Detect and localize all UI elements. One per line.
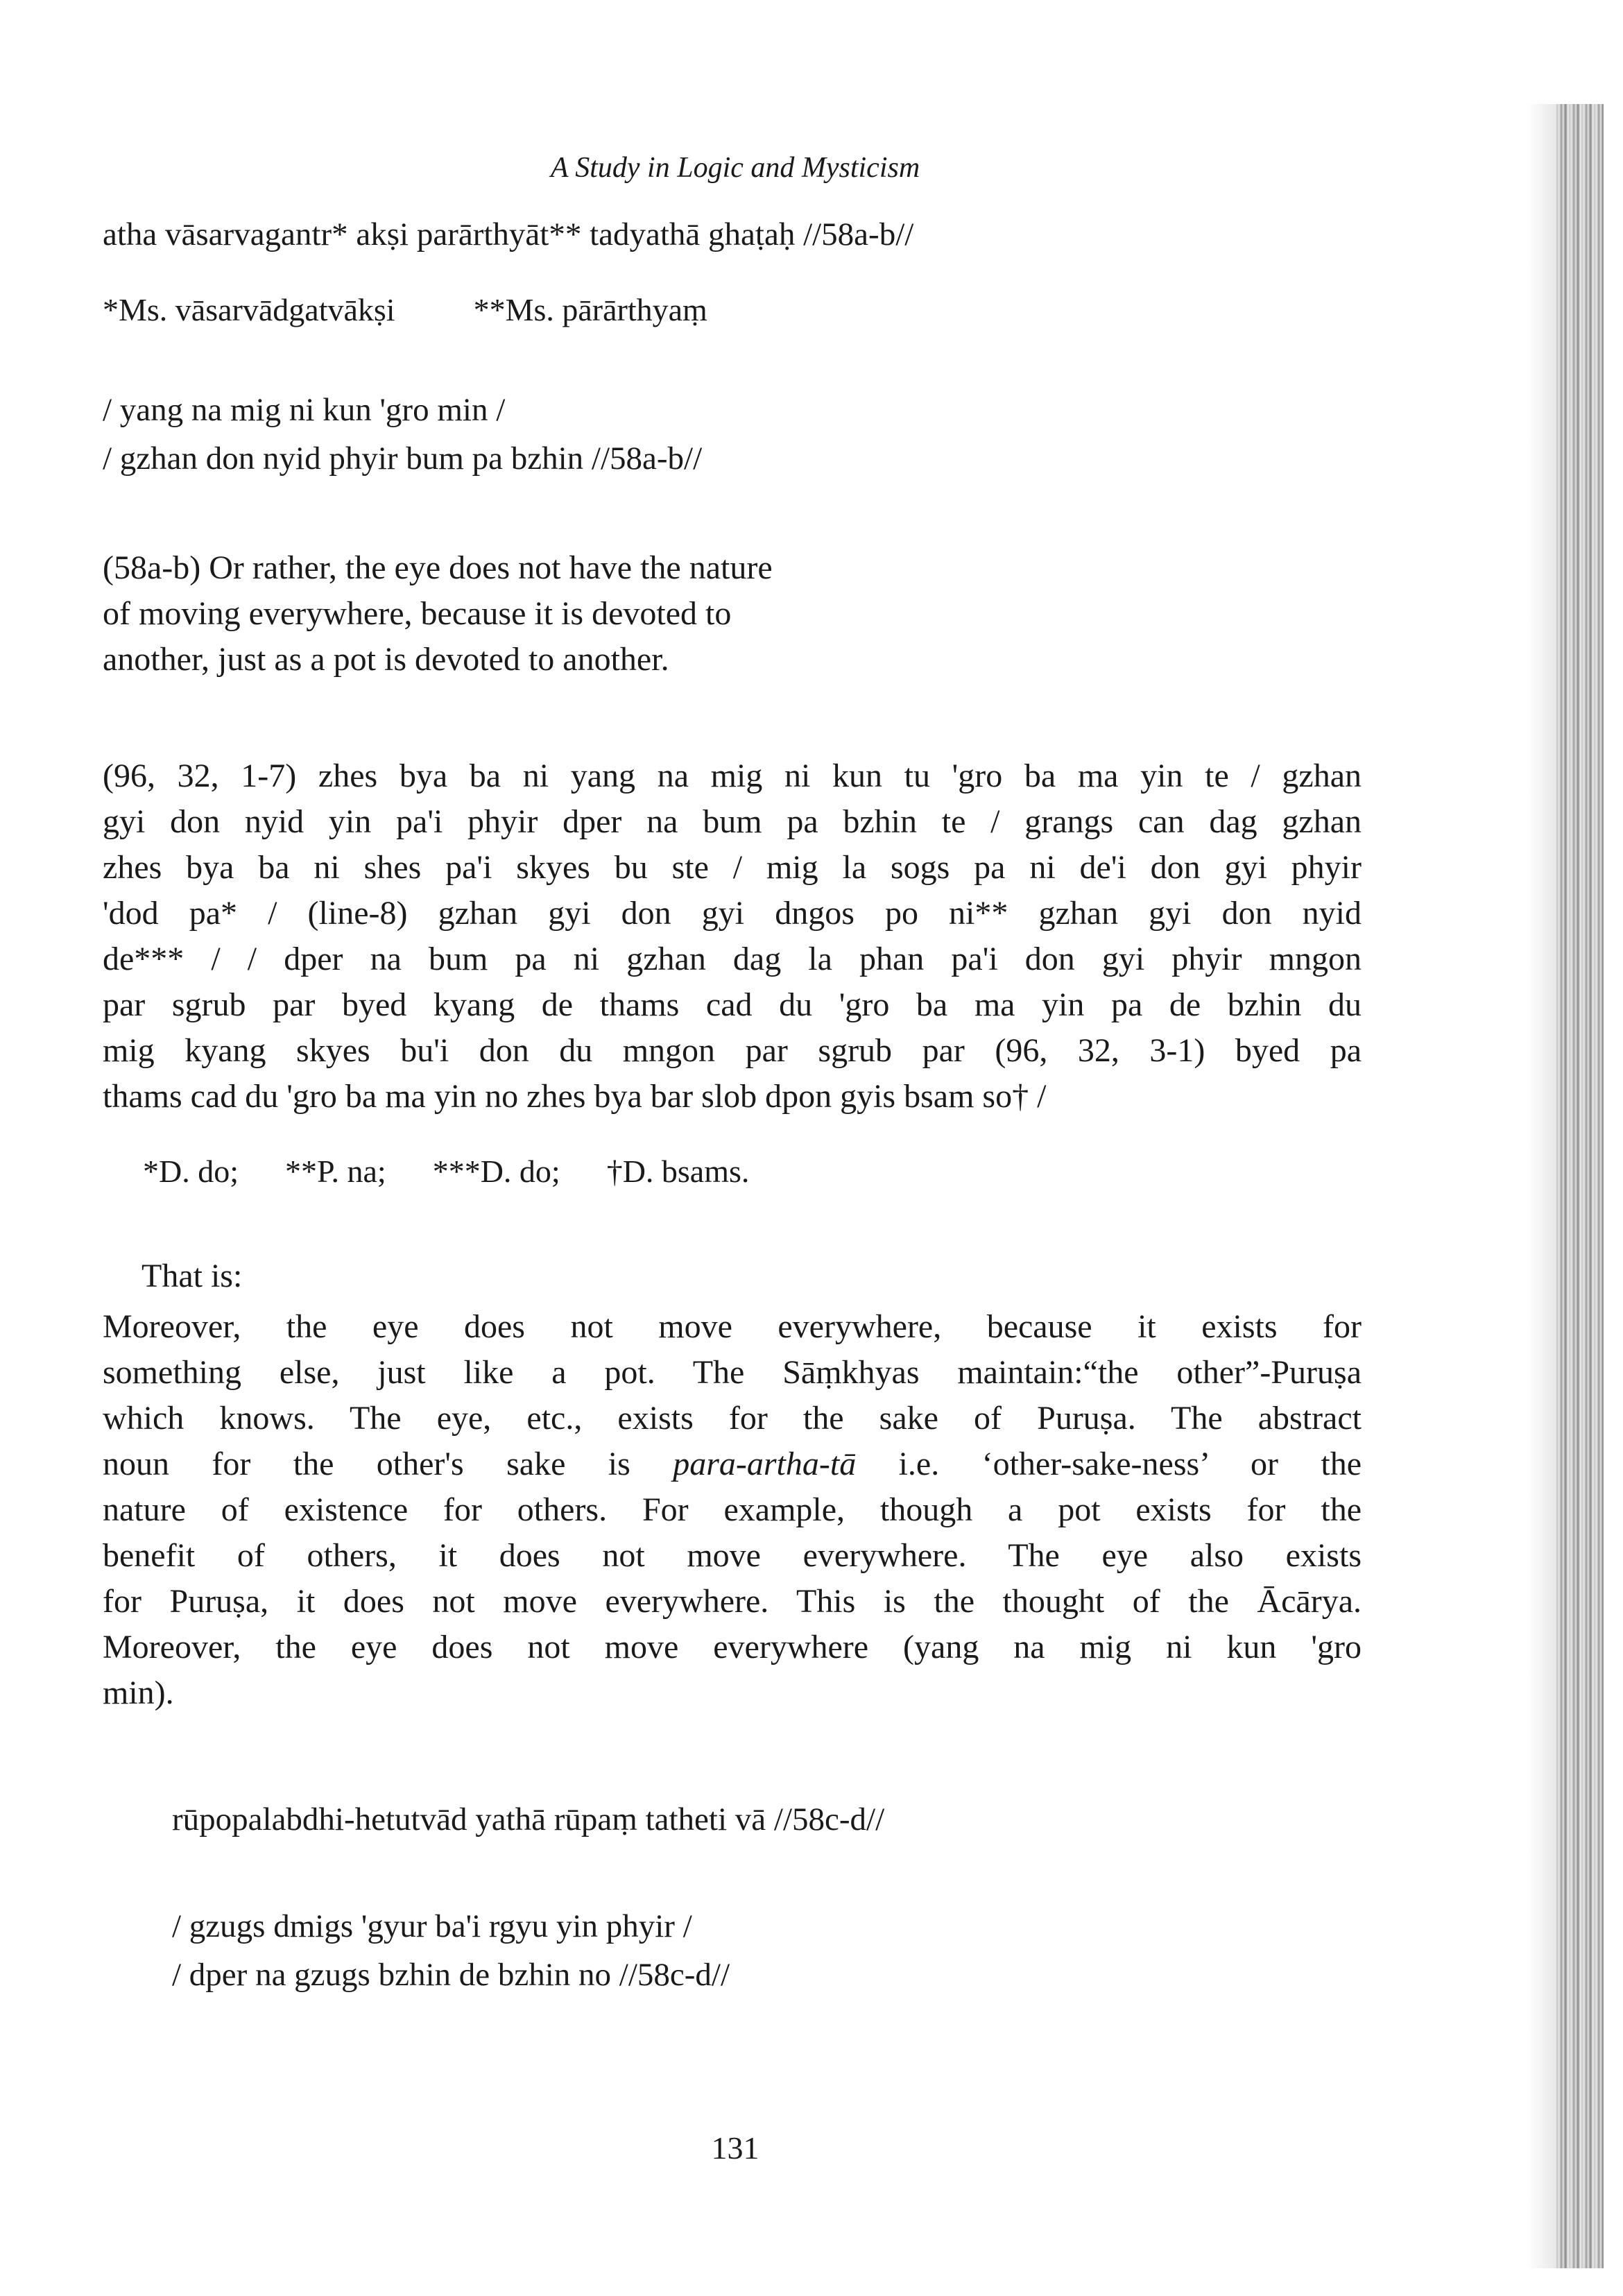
commentary-note: ***D. do; (432, 1154, 560, 1189)
commentary-line: de*** / / dper na bum pa ni gzhan dag la phan pa'i don gyi phyir mngon (103, 941, 1362, 977)
explanation-line: which knows. The eye, etc., exists for the sake of Puruṣa. The abstract (103, 1400, 1362, 1437)
explanation-line: for Puruṣa, it does not move everywhere. This is the thought of the Ācārya. (103, 1583, 1362, 1620)
tibetan-verse-line: / dper na gzugs bzhin de bzhin no //58c-d// (172, 1957, 730, 1993)
running-head: A Study in Logic and Mysticism (550, 152, 920, 184)
commentary-note: †D. bsams. (606, 1154, 750, 1189)
book-page-edge (1555, 104, 1604, 2268)
commentary-line: gyi don nyid yin pa'i phyir dper na bum pa bzhin te / grangs can dag gzhan (103, 803, 1362, 840)
sanskrit-verse-line: rūpopalabdhi-hetutvād yathā rūpaṃ tatheti vā //58c-d// (172, 1801, 885, 1837)
italic-term: para-artha-tā (673, 1446, 857, 1482)
explanation-intro: That is: (141, 1258, 243, 1294)
translation-line: (58a-b) Or rather, the eye does not have the nature (103, 549, 773, 586)
tibetan-verse-line: / gzhan don nyid phyir bum pa bzhin //58a-b// (103, 440, 703, 477)
commentary-notes (143, 1153, 1405, 1190)
explanation-text: noun for the other's sake is (103, 1446, 630, 1482)
sanskrit-variants (103, 291, 1365, 328)
explanation-line (103, 1441, 1362, 1487)
translation-58ab (103, 545, 1365, 683)
tibetan-verse-line: / yang na mig ni kun 'gro min / (103, 392, 506, 428)
commentary-line: zhes bya ba ni shes pa'i skyes bu ste / mig la sogs pa ni de'i don gyi phyir (103, 849, 1362, 886)
explanation-paragraph (103, 1304, 1362, 1716)
sanskrit-verse-58ab (103, 214, 1365, 255)
commentary-line: (96, 32, 1-7) zhes bya ba ni yang na mig ni kun tu 'gro ba ma yin te / gzhan (103, 757, 1362, 794)
sanskrit-verse-58cd (172, 1801, 1434, 1838)
tibetan-verse-line: / gzugs dmigs 'gyur ba'i rgyu yin phyir / (172, 1908, 692, 1944)
variant-note: **Ms. pārārthyaṃ (473, 292, 707, 327)
commentary-line: par sgrub par byed kyang de thams cad du 'gro ba ma yin pa de bzhin du (103, 986, 1362, 1023)
sanskrit-verse-line: atha vāsarvagantr* akṣi parārthyāt** tadyathā ghaṭaḥ //58a-b// (103, 216, 914, 252)
variant-note: *Ms. vāsarvādgatvākṣi (103, 292, 395, 327)
translation-line: another, just as a pot is devoted to another. (103, 641, 669, 678)
tibetan-verse-58ab (103, 386, 1365, 483)
explanation-line: benefit of others, it does not move everywhere. The eye also exists (103, 1537, 1362, 1574)
explanation-line: something else, just like a pot. The Sāṃkhyas maintain:“the other”-Puruṣa (103, 1354, 1362, 1391)
commentary-line: 'dod pa* / (line-8) gzhan gyi don gyi dngos po ni** gzhan gyi don nyid (103, 895, 1362, 932)
commentary-line: thams cad du 'gro ba ma yin no zhes bya bar slob dpon gyis bsam so† / (103, 1078, 1047, 1115)
tibetan-commentary (103, 753, 1362, 1120)
commentary-note: *D. do; (143, 1154, 239, 1189)
commentary-note: **P. na; (285, 1154, 386, 1189)
tibetan-verse-58cd (172, 1902, 1434, 1999)
commentary-line: mig kyang skyes bu'i don du mngon par sgrub par (96, 32, 3-1) byed pa (103, 1032, 1362, 1069)
page-edge-shadow (1527, 104, 1555, 2268)
explanation-text: i.e. ‘other-sake-ness’ or the (898, 1446, 1362, 1482)
explanation-line: Moreover, the eye does not move everywhere, because it exists for (103, 1308, 1362, 1345)
explanation-line: min). (103, 1674, 174, 1711)
page-number: 131 (711, 2130, 759, 2166)
translation-line: of moving everywhere, because it is devoted to (103, 595, 732, 632)
explanation-line: Moreover, the eye does not move everywhere (yang na mig ni kun 'gro (103, 1629, 1362, 1665)
explanation-line: nature of existence for others. For example, though a pot exists for the (103, 1491, 1362, 1528)
